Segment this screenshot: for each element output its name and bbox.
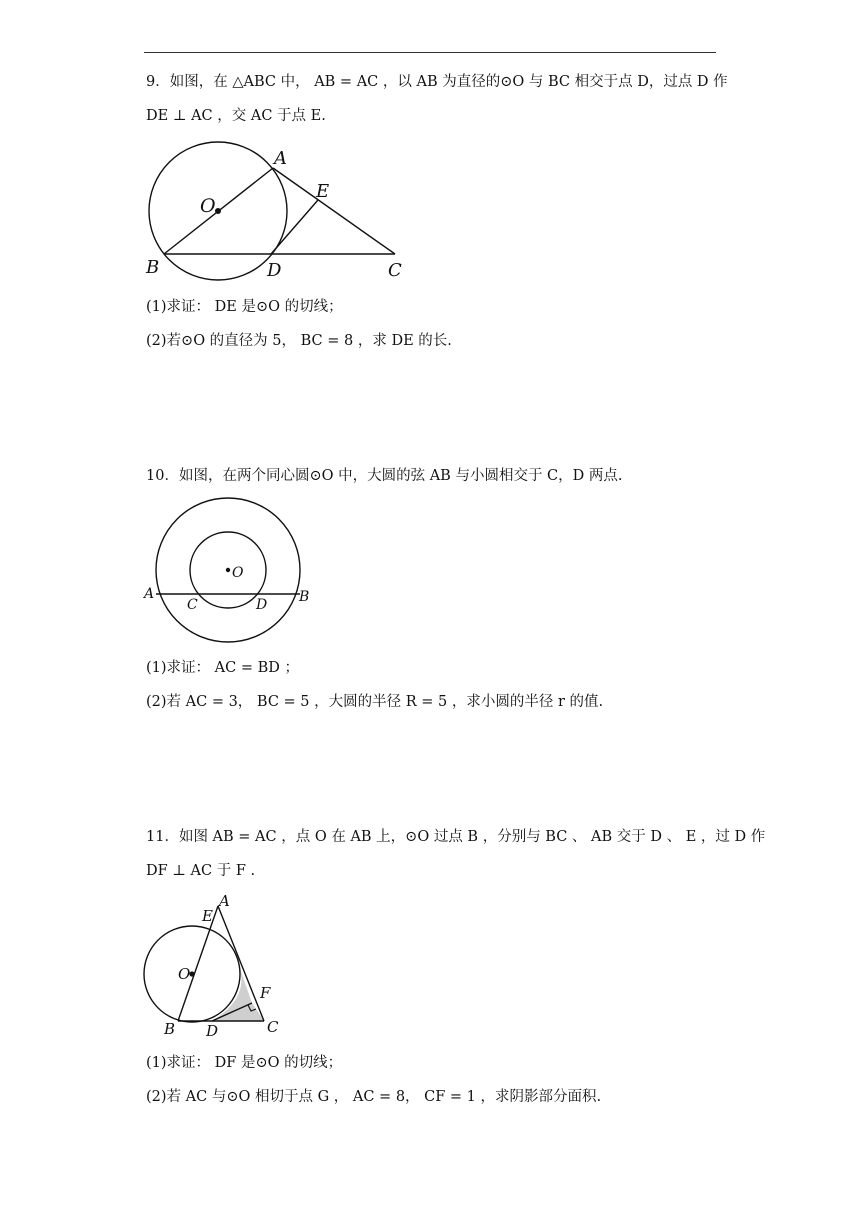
q11-label-f: F [260,984,271,1002]
q9-part1: (1)求证： DE 是⊙O 的切线； [146,299,343,315]
q11-label-a: A [219,892,230,910]
q11-label-e: E [202,907,213,925]
q11-label-b: B [164,1020,176,1038]
q10-figure [140,497,320,647]
q9-center-dot [215,208,221,214]
q9-stem-line1: 9．如图，在 △ABC 中， AB = AC ，以 AB 为直径的⊙O 与 BC 相交于点 D，过点 D 作 [146,74,728,90]
q10-part1: (1)求证： AC = BD ； [146,660,299,676]
q10-label-a: A [144,586,155,602]
q11-part2: (2)若 AC 与⊙O 相切于点 G ， AC = 8， CF = 1 ，求阴影部分面积. [146,1089,602,1105]
q9-stem-line2: DE ⊥ AC ，交 AC 于点 E. [146,108,326,124]
q11-label-o: O [178,965,191,983]
q11-part1: (1)求证： DF 是⊙O 的切线； [146,1055,343,1071]
q11-figure [140,890,290,1040]
q9-label-c: C [388,260,402,281]
q9-line-de [271,200,318,254]
q9-label-e: E [316,181,330,202]
q9-label-d: D [267,260,282,281]
q10-part2: (2)若 AC = 3， BC = 5 ，大圆的半径 R = 5 ，求小圆的半径 r 的值. [146,694,604,710]
q9-label-a: A [274,148,287,169]
q9-label-o: O [200,195,216,217]
q10-stem-line1: 10．如图，在两个同心圆⊙O 中，大圆的弦 AB 与小圆相交于 C，D 两点. [146,468,623,484]
q10-label-b: B [299,589,310,605]
q9-label-b: B [146,257,160,278]
q9-line-ac [273,168,395,254]
q11-stem-line2: DF ⊥ AC 于 F . [146,863,256,879]
header-rule [144,52,716,53]
q11-label-c: C [267,1018,279,1036]
q10-center-dot [226,568,230,572]
q9-figure [140,140,420,285]
q11-label-d: D [206,1022,219,1040]
q11-stem-line1: 11．如图 AB = AC ，点 O 在 AB 上，⊙O 过点 B ，分别与 BC 、 AB 交于 D 、 E ，过 D 作 [146,829,766,845]
q10-label-o: O [232,565,244,581]
q10-label-d: D [256,597,268,613]
q9-part2: (2)若⊙O 的直径为 5， BC = 8 ，求 DE 的长. [146,333,452,349]
q10-label-c: C [187,597,198,613]
